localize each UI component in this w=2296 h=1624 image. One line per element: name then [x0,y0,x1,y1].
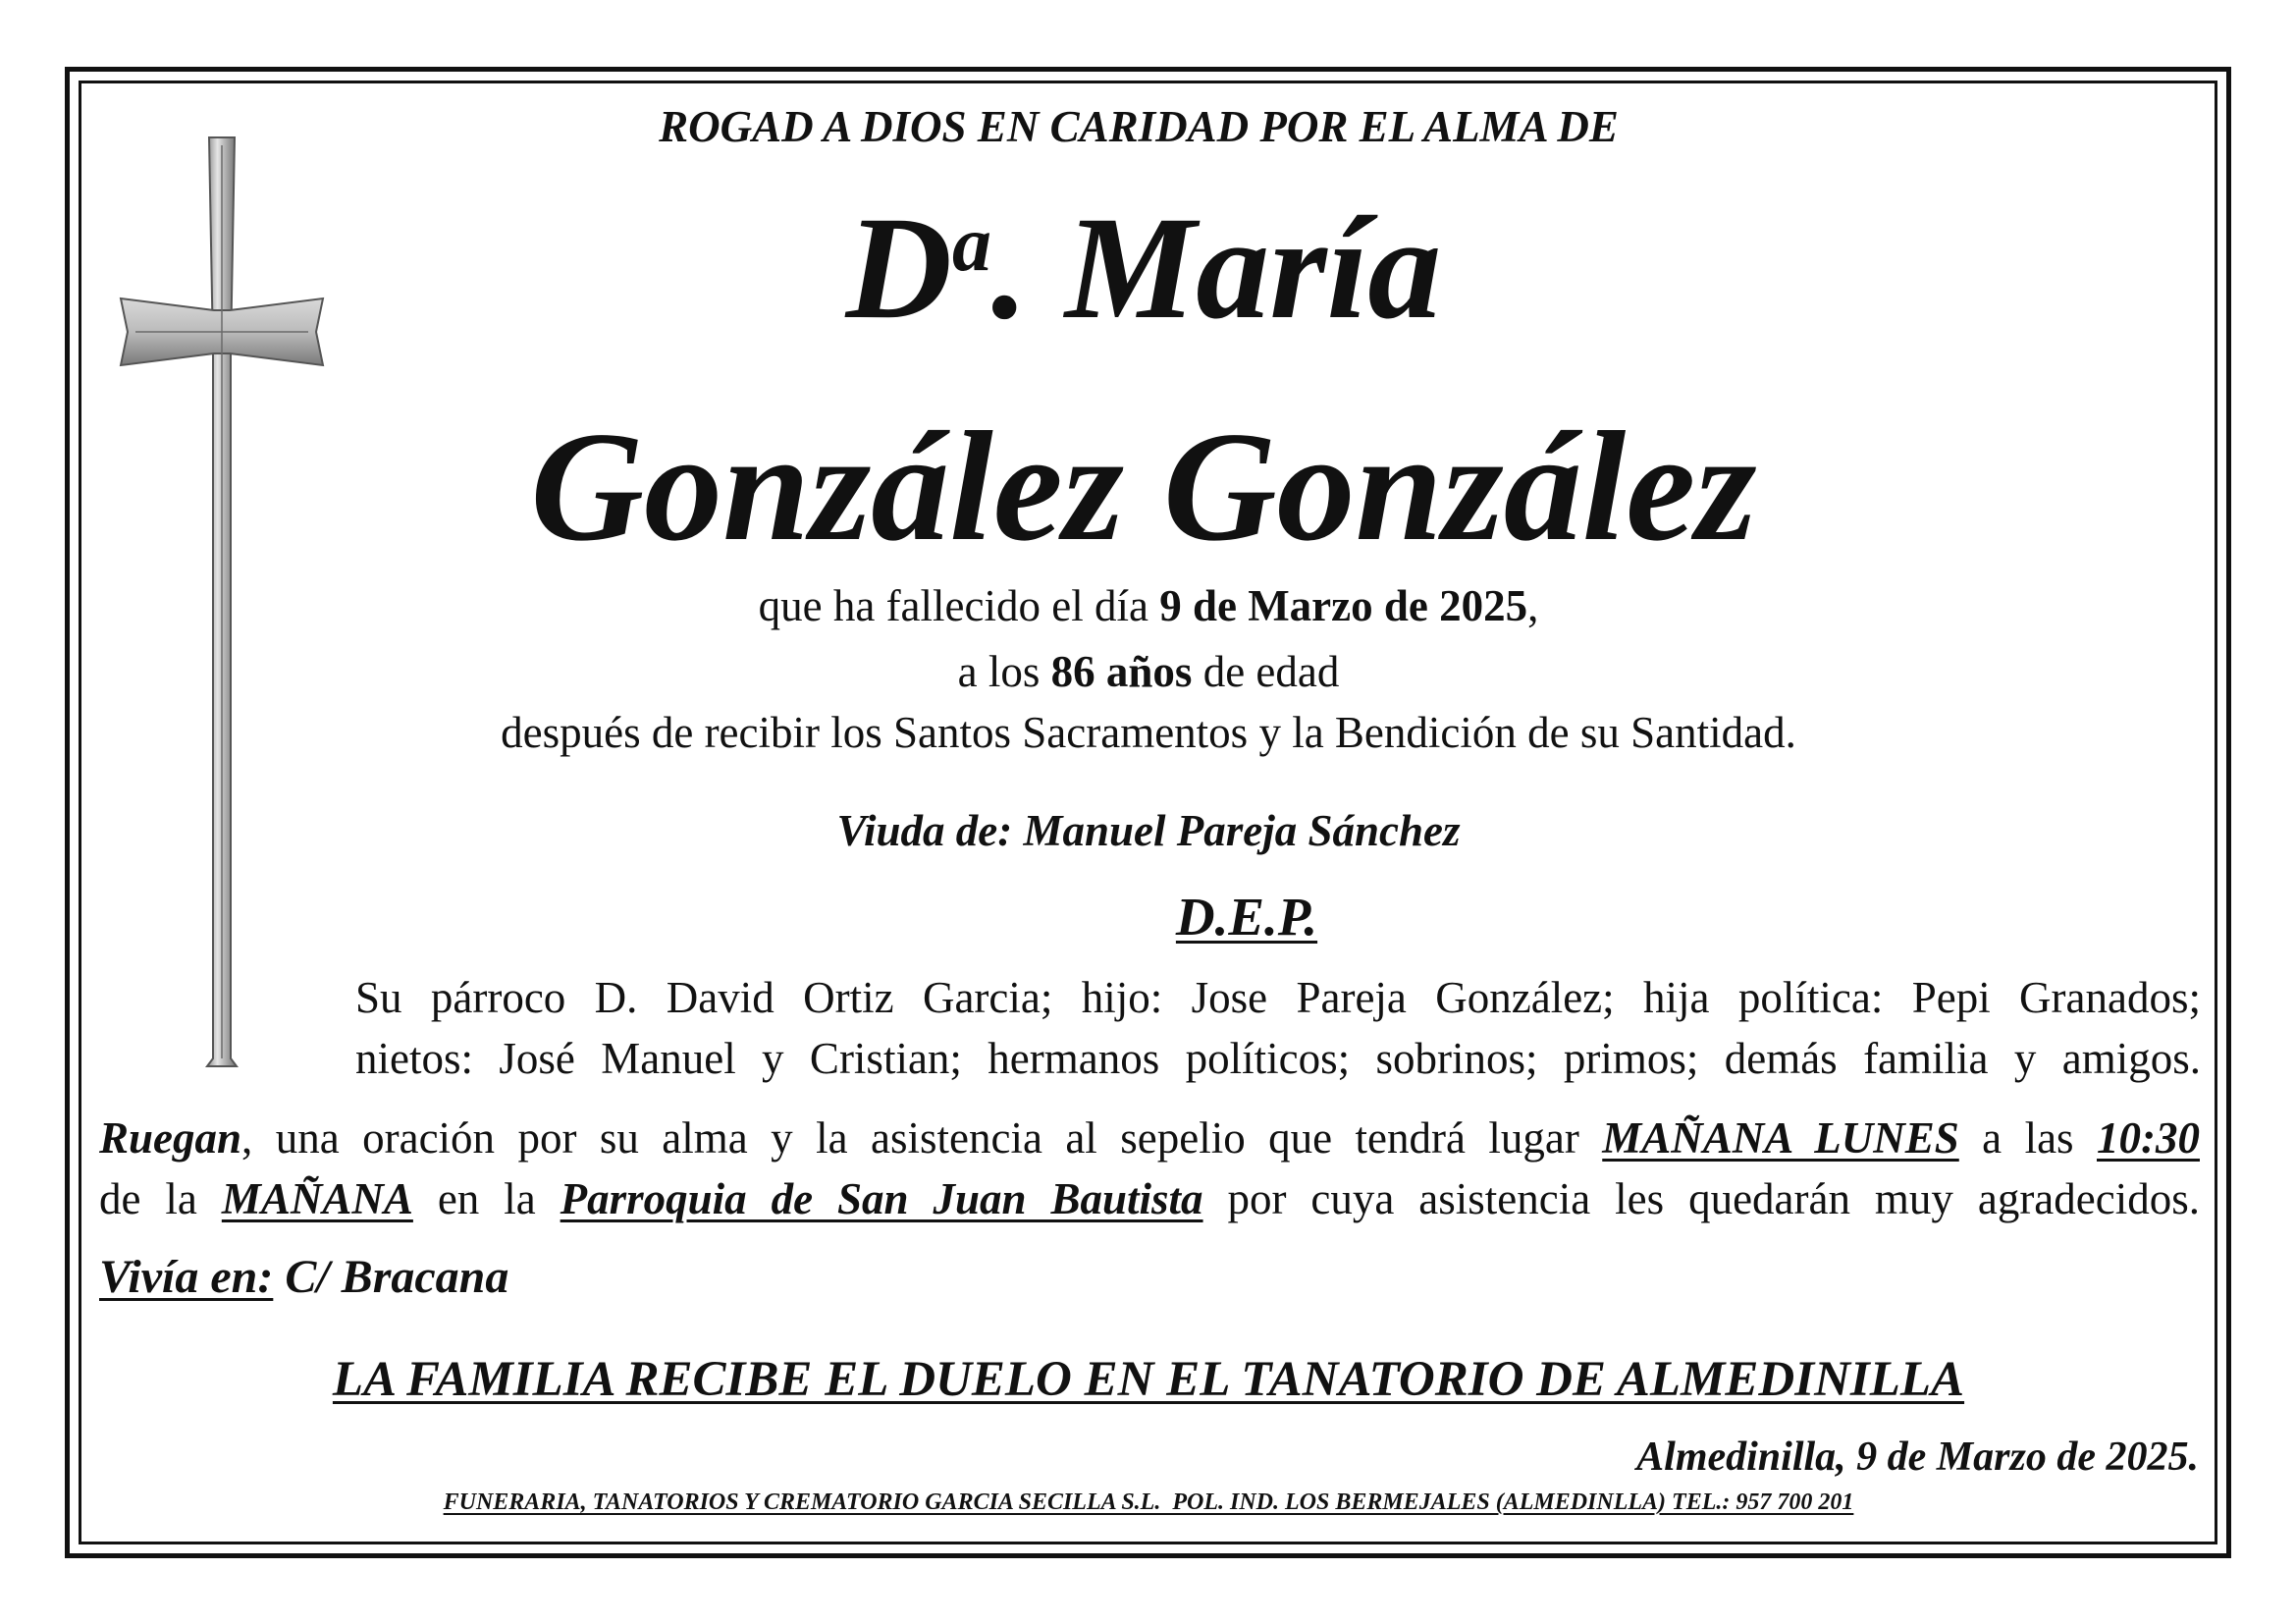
place-date: Almedinilla, 9 de Marzo de 2025. [1636,1435,2199,1480]
first-name: . María [990,187,1442,350]
death-text: que ha fallecido el día [758,581,1160,630]
family-line-2: nietos: José Manuel y Cristian; hermanos políticos; sobrinos; primos; demás familia y amigos. [355,1034,2201,1083]
ruegan-word: Ruegan [99,1113,242,1163]
age-suffix: de edad [1192,647,1340,696]
residence-label: Vivía en: [99,1251,274,1303]
funeral-day: MAÑANA LUNES [1602,1113,1959,1163]
honorific-superscript: a [951,201,991,288]
funeral-text-4: en la [412,1174,561,1223]
condolences-line: LA FAMILIA RECIBE EL DUELO EN EL TANATORIO DE ALMEDINILLA [332,1352,1965,1407]
widow-line: Viuda de: Manuel Pareja Sánchez [836,806,1461,855]
funeral-text-2: a las [1958,1113,2097,1163]
funeral-period: MAÑANA [221,1174,413,1223]
funeral-text-3: de la [99,1174,222,1223]
deceased-surnames: González González [530,399,1757,573]
funeral-text-1: , una oración por su alma y la asistencia al sepelio que tendrá lugar [241,1113,1603,1163]
company-text: FUNERARIA, TANATORIOS Y CREMATORIO GARCIA SECILLA S.L. POL. IND. LOS BERMEJALES (ALMEDINLLA) TEL.: 957 700 201 [443,1489,1854,1515]
residence-line [99,1250,508,1304]
family-line-1: Su párroco D. David Ortiz Garcia; hijo: Jose Pareja González; hija política: Pepi Granados; [355,973,2201,1022]
age-line [393,646,1904,697]
sacraments-line: después de recibir los Santos Sacramentos y la Bendición de su Santidad. [501,708,1796,757]
funeral-line-2 [99,1168,2200,1229]
deceased-first-name [628,187,1659,350]
funeral-paragraph [99,1108,2200,1229]
death-date-line [393,580,1904,631]
family-paragraph [355,967,2201,1089]
funeral-church: Parroquia de San Juan Bautista [560,1174,1203,1223]
funeral-time: 10:30 [2097,1113,2200,1163]
death-comma: , [1527,581,1539,630]
dep-heading: D.E.P. [1175,887,1318,947]
honorific: D [845,187,952,350]
age-prefix: a los [957,647,1051,696]
residence-address: C/ Bracana [273,1251,509,1303]
death-date: 9 de Marzo de 2025 [1159,581,1528,630]
latin-cross-icon [116,135,332,1078]
intro-line: ROGAD A DIOS EN CARIDAD POR EL ALMA DE [659,102,1619,151]
funeral-line-1 [99,1108,2200,1168]
age-value: 86 años [1050,647,1193,696]
funeral-text-5: por cuya asistencia les quedarán muy agradecidos. [1202,1174,2200,1223]
company-footer [245,1489,2052,1516]
